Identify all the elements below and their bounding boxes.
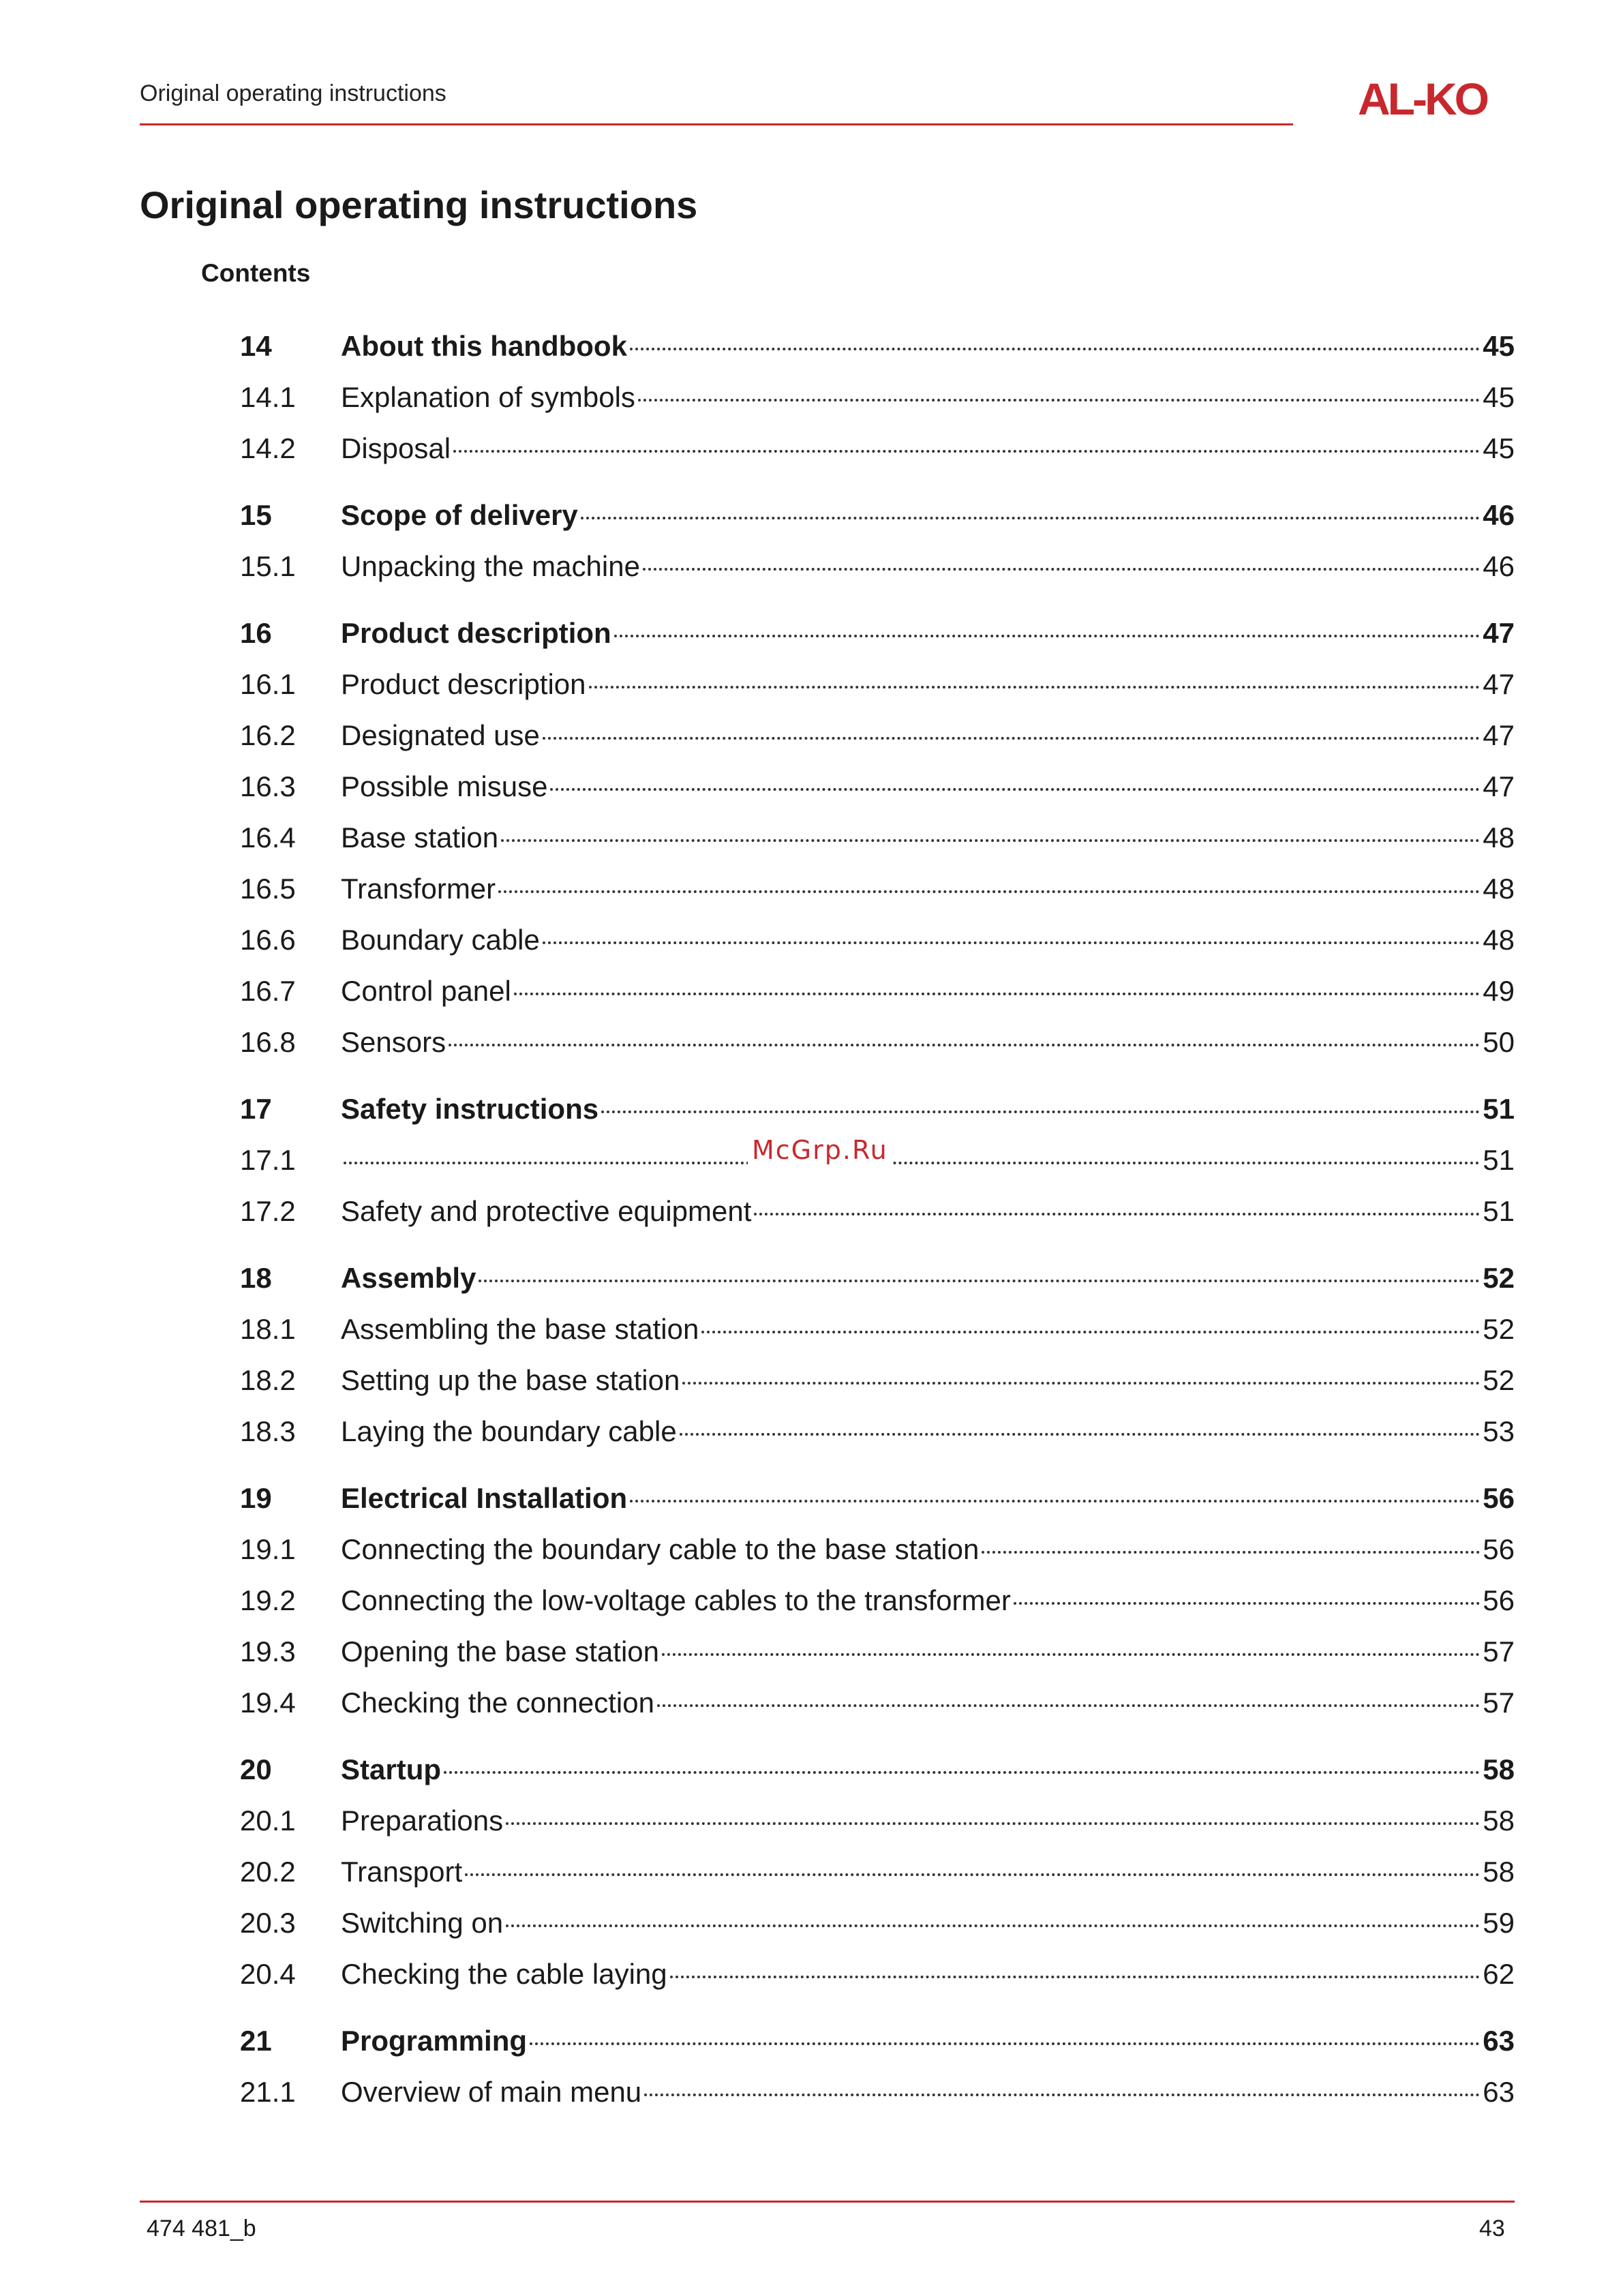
toc-line — [341, 914, 1515, 965]
toc-leader-dots — [498, 862, 1480, 893]
toc-leader-dots — [543, 708, 1480, 740]
toc-number: 16.1 — [240, 668, 296, 700]
toc-page-number: 45 — [1483, 330, 1515, 362]
toc-line — [341, 489, 1515, 541]
toc-section-row[interactable] — [240, 1677, 1515, 1728]
toc-title: Product description — [341, 668, 586, 700]
toc-line — [341, 1948, 1515, 1999]
toc-section-row[interactable] — [240, 2066, 1515, 2117]
toc-page-number: 45 — [1483, 432, 1515, 464]
toc-section-row[interactable] — [240, 372, 1515, 423]
toc-number: 18.1 — [240, 1313, 296, 1345]
toc-title: Switching on — [341, 1907, 504, 1939]
toc-title: Assembling the base station — [341, 1313, 699, 1345]
toc-leader-dots — [701, 1302, 1480, 1333]
toc-chapter-row[interactable] — [240, 1472, 1515, 1524]
toc-leader-dots — [506, 1896, 1480, 1927]
toc-leader-dots — [682, 1353, 1480, 1385]
watermark-text: McGrp.Ru — [748, 1135, 892, 1165]
toc-section-row[interactable] — [240, 1795, 1515, 1846]
toc-title: Assembly — [341, 1262, 476, 1294]
running-header: Original operating instructions — [140, 80, 446, 106]
toc-leader-dots — [1014, 1573, 1480, 1605]
toc-section-row[interactable] — [240, 1846, 1515, 1897]
al-ko-logo — [1358, 76, 1515, 120]
toc-title: Explanation of symbols — [341, 381, 635, 413]
toc-section-row[interactable] — [240, 1524, 1515, 1575]
toc-line — [341, 541, 1515, 592]
toc-line — [341, 1472, 1515, 1524]
toc-page-number: 47 — [1483, 719, 1515, 751]
toc-chapter-row[interactable] — [240, 1252, 1515, 1303]
toc-line — [341, 1303, 1515, 1355]
toc-number: 14.1 — [240, 381, 296, 413]
toc-title: Product description — [341, 617, 611, 649]
toc-chapter-row[interactable] — [240, 489, 1515, 541]
toc-page-number: 63 — [1483, 2076, 1515, 2108]
toc-number: 19.1 — [240, 1533, 296, 1565]
page-title: Original operating instructions — [140, 183, 698, 226]
toc-line — [341, 1795, 1515, 1846]
toc-section-row[interactable] — [240, 1575, 1515, 1626]
toc-line — [341, 1252, 1515, 1303]
toc-page-number: 63 — [1483, 2025, 1515, 2057]
toc-page-number: 48 — [1483, 873, 1515, 905]
toc-number: 17.2 — [240, 1195, 296, 1227]
toc-section-row[interactable] — [240, 965, 1515, 1016]
toc-number: 15 — [240, 499, 272, 531]
toc-leader-dots — [657, 1676, 1480, 1707]
toc-leader-dots — [465, 1845, 1480, 1876]
toc-line — [341, 423, 1515, 474]
table-of-contents — [240, 320, 1515, 2117]
toc-page-number: 56 — [1483, 1482, 1515, 1514]
toc-leader-dots — [754, 1184, 1480, 1215]
toc-title: Setting up the base station — [341, 1364, 680, 1396]
toc-page-number: 46 — [1483, 550, 1515, 582]
toc-section-row[interactable] — [240, 423, 1515, 474]
toc-page-number: 48 — [1483, 821, 1515, 854]
toc-title: Startup — [341, 1753, 441, 1785]
toc-title: Safety and protective equipment — [341, 1195, 752, 1227]
toc-number: 16.8 — [240, 1026, 296, 1058]
logo-text: AL-KO — [1358, 76, 1487, 120]
toc-page-number: 52 — [1483, 1262, 1515, 1294]
toc-title: Transformer — [341, 873, 496, 905]
toc-leader-dots — [479, 1251, 1480, 1282]
toc-title: Possible misuse — [341, 770, 548, 802]
toc-line — [341, 1355, 1515, 1406]
document-number: 474 481_b — [147, 2216, 256, 2241]
toc-page-number: 47 — [1483, 617, 1515, 649]
toc-number: 14 — [240, 330, 272, 362]
toc-leader-dots — [501, 811, 1480, 842]
toc-leader-dots — [444, 1742, 1480, 1774]
toc-number: 19.2 — [240, 1584, 296, 1616]
toc-page-number: 52 — [1483, 1364, 1515, 1396]
toc-line — [341, 1406, 1515, 1457]
toc-chapter-row[interactable] — [240, 607, 1515, 659]
toc-line — [341, 659, 1515, 710]
toc-section-row[interactable] — [240, 1016, 1515, 1068]
toc-number: 19.4 — [240, 1687, 296, 1719]
toc-leader-dots — [601, 1082, 1480, 1113]
toc-leader-dots — [644, 2065, 1480, 2096]
toc-page-number: 48 — [1483, 924, 1515, 956]
toc-page-number: 47 — [1483, 770, 1515, 802]
toc-leader-dots — [506, 1794, 1480, 1825]
toc-title: Checking the connection — [341, 1687, 654, 1719]
toc-page-number: 58 — [1483, 1804, 1515, 1837]
toc-title: Designated use — [341, 719, 540, 751]
toc-page-number: 52 — [1483, 1313, 1515, 1345]
toc-section-row[interactable] — [240, 914, 1515, 965]
toc-page-number: 58 — [1483, 1753, 1515, 1785]
toc-leader-dots — [680, 1404, 1481, 1436]
toc-section-row[interactable] — [240, 710, 1515, 761]
toc-title: Scope of delivery — [341, 499, 578, 531]
toc-leader-dots — [449, 1015, 1480, 1046]
footer-divider — [140, 2201, 1515, 2203]
toc-chapter-row[interactable] — [240, 1083, 1515, 1134]
toc-title: Connecting the low-voltage cables to the transformer — [341, 1584, 1011, 1616]
toc-leader-dots — [514, 964, 1480, 995]
toc-section-row[interactable] — [240, 1185, 1515, 1237]
toc-page-number: 62 — [1483, 1958, 1515, 1990]
toc-leader-dots — [662, 1625, 1480, 1656]
toc-line — [341, 1677, 1515, 1728]
toc-page-number: 51 — [1483, 1144, 1515, 1176]
toc-page-number: 50 — [1483, 1026, 1515, 1058]
toc-line — [341, 812, 1515, 863]
toc-section-row[interactable] — [240, 1897, 1515, 1948]
toc-line — [341, 710, 1515, 761]
toc-page-number: 59 — [1483, 1907, 1515, 1939]
toc-line — [341, 1083, 1515, 1134]
toc-title: Checking the cable laying — [341, 1958, 667, 1990]
toc-page-number: 45 — [1483, 381, 1515, 413]
toc-line — [341, 761, 1515, 812]
toc-title: Boundary cable — [341, 924, 540, 956]
toc-number: 20.2 — [240, 1856, 296, 1888]
toc-leader-dots — [614, 606, 1481, 637]
toc-page-number: 46 — [1483, 499, 1515, 531]
toc-line — [341, 320, 1515, 372]
toc-title: Sensors — [341, 1026, 446, 1058]
toc-leader-dots — [643, 539, 1480, 571]
toc-line — [341, 2066, 1515, 2117]
toc-number: 17.1 — [240, 1144, 296, 1176]
toc-leader-dots — [453, 421, 1480, 453]
toc-title: Overview of main menu — [341, 2076, 642, 2108]
toc-line — [341, 1524, 1515, 1575]
toc-title: Laying the boundary cable — [341, 1415, 677, 1447]
toc-chapter-row[interactable] — [240, 320, 1515, 372]
toc-section-row[interactable] — [240, 761, 1515, 812]
toc-leader-dots — [550, 759, 1480, 791]
toc-number: 20.4 — [240, 1958, 296, 1990]
toc-number: 20.1 — [240, 1804, 296, 1837]
toc-title: Base station — [341, 821, 499, 854]
toc-title: Connecting the boundary cable to the base station — [341, 1533, 980, 1565]
toc-title: Control panel — [341, 975, 511, 1007]
toc-title: Unpacking the machine — [341, 550, 640, 582]
toc-section-row[interactable] — [240, 812, 1515, 863]
toc-chapter-row[interactable] — [240, 1744, 1515, 1795]
toc-line — [341, 1134, 1515, 1185]
toc-page-number: 49 — [1483, 975, 1515, 1007]
toc-page-number: 58 — [1483, 1856, 1515, 1888]
toc-number: 18.2 — [240, 1364, 296, 1396]
toc-title: Programming — [341, 2025, 528, 2057]
toc-line — [341, 1016, 1515, 1068]
toc-title: Safety instructions — [341, 1093, 599, 1125]
toc-number: 19.3 — [240, 1635, 296, 1667]
toc-line — [341, 607, 1515, 659]
toc-line — [341, 1185, 1515, 1237]
toc-leader-dots — [543, 913, 1480, 944]
toc-line — [341, 372, 1515, 423]
toc-number: 14.2 — [240, 432, 296, 464]
toc-number: 16.7 — [240, 975, 296, 1007]
toc-number: 20.3 — [240, 1907, 296, 1939]
toc-title: Opening the base station — [341, 1635, 660, 1667]
toc-number: 16.3 — [240, 770, 296, 802]
toc-leader-dots — [344, 1133, 1480, 1164]
toc-leader-dots — [630, 1471, 1480, 1502]
page-number: 43 — [1479, 2216, 1505, 2241]
toc-section-row[interactable] — [240, 659, 1515, 710]
toc-leader-dots — [530, 2014, 1480, 2045]
toc-line — [341, 1575, 1515, 1626]
toc-page-number: 56 — [1483, 1584, 1515, 1616]
toc-number: 16 — [240, 617, 272, 649]
toc-line — [341, 965, 1515, 1016]
toc-number: 16.6 — [240, 924, 296, 956]
toc-section-row[interactable] — [240, 863, 1515, 914]
toc-title: Electrical Installation — [341, 1482, 628, 1514]
toc-title: Transport — [341, 1856, 463, 1888]
toc-page-number: 53 — [1483, 1415, 1515, 1447]
toc-number: 16.5 — [240, 873, 296, 905]
toc-number: 20 — [240, 1753, 272, 1785]
toc-line — [341, 1626, 1515, 1677]
toc-section-row[interactable] — [240, 1626, 1515, 1677]
toc-page-number: 57 — [1483, 1635, 1515, 1667]
toc-line — [341, 863, 1515, 914]
toc-leader-dots — [630, 319, 1480, 350]
toc-section-row[interactable] — [240, 1406, 1515, 1457]
toc-number: 19 — [240, 1482, 272, 1514]
toc-leader-dots — [581, 488, 1480, 519]
toc-line — [341, 1897, 1515, 1948]
contents-heading: Contents — [201, 259, 311, 287]
toc-number: 15.1 — [240, 550, 296, 582]
toc-title: Disposal — [341, 432, 451, 464]
toc-title: About this handbook — [341, 330, 627, 362]
toc-line — [341, 2015, 1515, 2066]
toc-leader-dots — [589, 657, 1481, 689]
toc-section-row[interactable] — [240, 541, 1515, 592]
toc-chapter-row[interactable] — [240, 2015, 1515, 2066]
toc-leader-dots — [638, 370, 1480, 402]
toc-page-number: 51 — [1483, 1093, 1515, 1125]
toc-line — [341, 1744, 1515, 1795]
toc-number: 18 — [240, 1262, 272, 1294]
toc-title: Preparations — [341, 1804, 504, 1837]
toc-line — [341, 1846, 1515, 1897]
toc-number: 21 — [240, 2025, 272, 2057]
toc-page-number: 47 — [1483, 668, 1515, 700]
toc-section-row[interactable] — [240, 1948, 1515, 1999]
toc-page-number: 51 — [1483, 1195, 1515, 1227]
toc-number: 16.4 — [240, 821, 296, 854]
toc-page-number: 56 — [1483, 1533, 1515, 1565]
toc-leader-dots — [670, 1947, 1481, 1978]
toc-section-row[interactable] — [240, 1355, 1515, 1406]
toc-number: 21.1 — [240, 2076, 296, 2108]
header-divider — [140, 123, 1293, 125]
toc-number: 16.2 — [240, 719, 296, 751]
toc-leader-dots — [982, 1522, 1480, 1554]
toc-number: 18.3 — [240, 1415, 296, 1447]
toc-page-number: 57 — [1483, 1687, 1515, 1719]
toc-number: 17 — [240, 1093, 272, 1125]
toc-section-row[interactable] — [240, 1303, 1515, 1355]
